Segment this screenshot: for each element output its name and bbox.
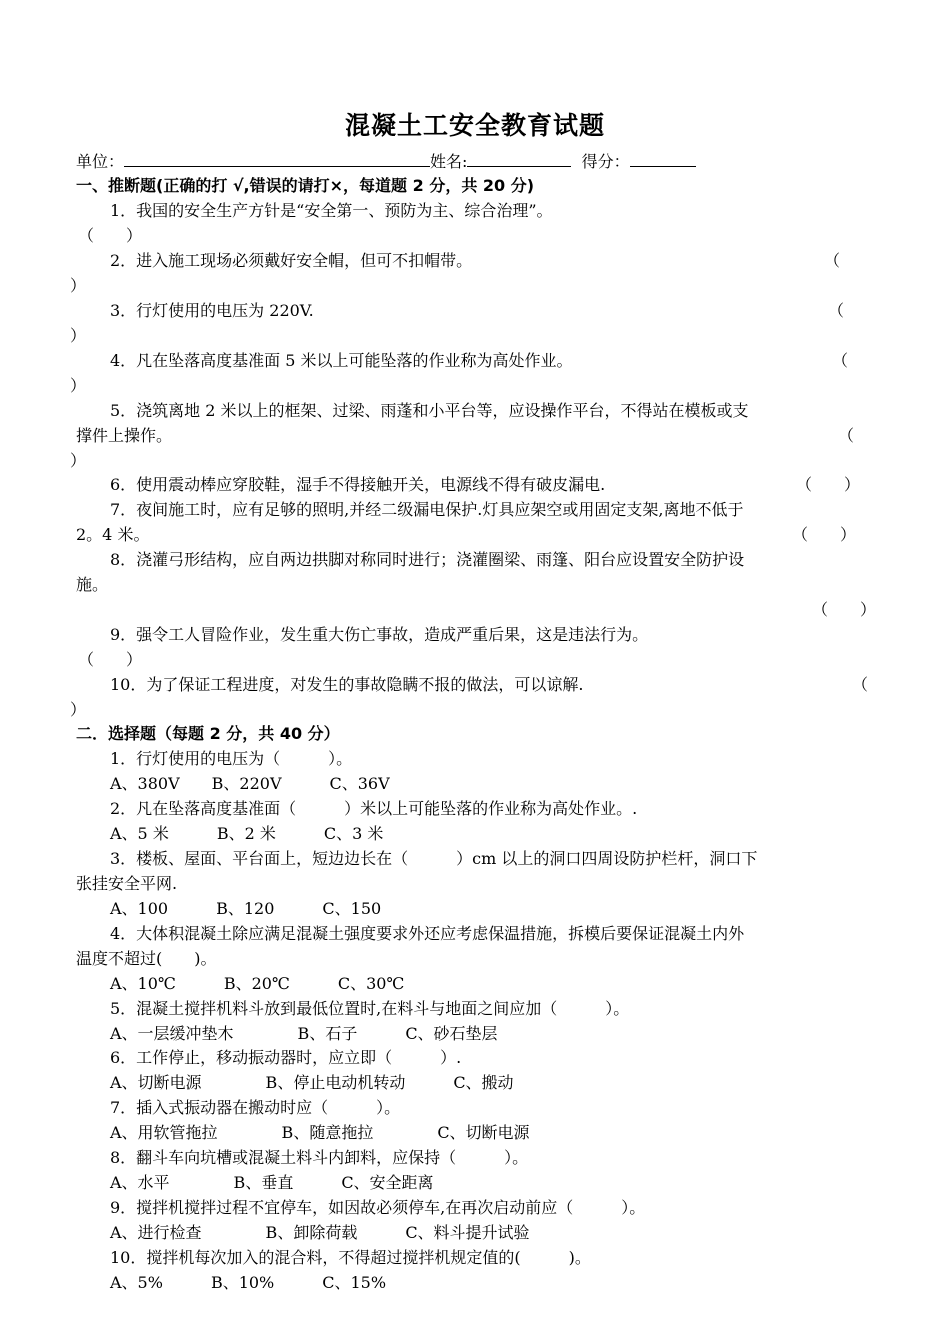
section2-heading: 二．选择题（每题 2 分，共 40 分） <box>76 724 340 743</box>
s2-q10-options: A、5% B、10% C、15% <box>110 1273 387 1292</box>
s2-question-3-line1: 3．楼板、屋面、平台面上，短边边长在（ ）cm 以上的洞口四周设防护栏杆，洞口下 <box>110 849 758 868</box>
s2-q1-options: A、380V B、220V C、36V <box>110 774 390 793</box>
s1-q3-answer-open[interactable]: （ <box>828 301 845 320</box>
s2-q9-options: A、进行检查 B、卸除荷载 C、料斗提升试验 <box>110 1223 530 1242</box>
s1-q3-answer-close: ） <box>70 326 87 345</box>
s2-question-9: 9．搅拌机搅拌过程不宜停车，如因故必须停车,在再次启动前应（ ）。 <box>110 1198 646 1217</box>
score-label: 得分： <box>581 152 630 171</box>
s1-q1-answer[interactable]: （ ） <box>78 226 143 245</box>
s1-q6-answer[interactable]: （ ） <box>796 475 861 494</box>
s2-q4-options: A、10℃ B、20℃ C、30℃ <box>110 974 405 993</box>
s2-q2-options: A、5 米 B、2 米 C、3 米 <box>110 824 384 843</box>
page-title: 混凝土工安全教育试题 <box>344 111 605 140</box>
s1-question-9: 9．强令工人冒险作业，发生重大伤亡事故，造成严重后果，这是违法行为。 <box>110 625 649 644</box>
name-label: 姓名: <box>430 152 468 171</box>
s2-q7-options: A、用软管拖拉 B、随意拖拉 C、切断电源 <box>110 1123 530 1142</box>
s1-question-2: 2．进入施工现场必须戴好安全帽，但可不扣帽带。 <box>110 251 473 270</box>
s1-question-8-line2: 施。 <box>76 575 109 594</box>
s2-question-5: 5．混凝土搅拌机料斗放到最低位置时,在料斗与地面之间应加（ ）。 <box>110 999 630 1018</box>
section1-heading: 一、推断题(正确的打 √,错误的请打×，每道题 2 分，共 20 分) <box>76 176 535 195</box>
score-field[interactable] <box>630 150 696 167</box>
s2-q5-options: A、一层缓冲垫木 B、石子 C、砂石垫层 <box>110 1024 498 1043</box>
s1-question-10: 10．为了保证工程进度，对发生的事故隐瞒不报的做法，可以谅解. <box>110 675 584 694</box>
s1-q10-answer-close: ） <box>70 700 87 719</box>
s1-question-4: 4．凡在坠落高度基准面 5 米以上可能坠落的作业称为高处作业。 <box>110 351 573 370</box>
name-field[interactable] <box>467 150 571 167</box>
s1-q4-answer-open[interactable]: （ <box>832 351 849 370</box>
s2-question-3-line2: 张挂安全平网. <box>76 874 178 893</box>
unit-label: 单位： <box>76 152 125 171</box>
s2-question-7: 7．插入式振动器在搬动时应（ ）。 <box>110 1098 401 1117</box>
s1-q2-answer-open[interactable]: （ <box>824 251 841 270</box>
s1-question-8-line1: 8．浇灌弓形结构，应自两边拱脚对称同时进行；浇灌圈梁、雨篷、阳台应设置安全防护设 <box>110 550 745 569</box>
s1-q5-answer-close: ） <box>70 451 87 470</box>
s1-question-7-line2: 2。4 米。 <box>76 525 150 544</box>
s1-q8-answer[interactable]: （ ） <box>812 600 877 619</box>
s2-question-2: 2．凡在坠落高度基准面（ ）米以上可能坠落的作业称为高处作业。. <box>110 799 638 818</box>
s2-question-1: 1．行灯使用的电压为（ ）。 <box>110 749 353 768</box>
s1-q4-answer-close: ） <box>70 376 87 395</box>
s1-question-7-line1: 7．夜间施工时，应有足够的照明,并经二级漏电保护.灯具应架空或用固定支架,离地不低于 <box>110 500 744 519</box>
s2-question-6: 6．工作停止，移动振动器时，应立即（ ）. <box>110 1048 462 1067</box>
s1-q5-answer-open[interactable]: （ <box>838 426 855 445</box>
s2-question-10: 10．搅拌机每次加入的混合料，不得超过搅拌机规定值的( )。 <box>110 1248 591 1267</box>
s2-question-8: 8．翻斗车向坑槽或混凝土料斗内卸料，应保持（ ）。 <box>110 1148 529 1167</box>
s2-q3-options: A、100 B、120 C、150 <box>110 899 382 918</box>
s2-question-4-line1: 4．大体积混凝土除应满足混凝土强度要求外还应考虑保温措施，拆模后要保证混凝土内外 <box>110 924 745 943</box>
s1-question-3: 3．行灯使用的电压为 220V. <box>110 301 314 320</box>
header-line <box>76 150 696 173</box>
s2-q6-options: A、切断电源 B、停止电动机转动 C、搬动 <box>110 1073 514 1092</box>
unit-field[interactable] <box>124 150 430 167</box>
s1-q10-answer-open[interactable]: （ <box>852 675 869 694</box>
s1-q7-answer[interactable]: （ ） <box>792 525 857 544</box>
s2-q8-options: A、水平 B、垂直 C、安全距离 <box>110 1173 434 1192</box>
s1-q2-answer-close: ） <box>70 276 87 295</box>
s1-question-5-line1: 5．浇筑离地 2 米以上的框架、过梁、雨蓬和小平台等，应设操作平台，不得站在模板或支 <box>110 401 749 420</box>
s1-question-6: 6．使用震动棒应穿胶鞋，湿手不得接触开关，电源线不得有破皮漏电. <box>110 475 606 494</box>
s1-question-5-line2: 撑件上操作。 <box>76 426 173 445</box>
s1-question-1: 1．我国的安全生产方针是“安全第一、预防为主、综合治理”。 <box>110 201 553 220</box>
s1-q9-answer[interactable]: （ ） <box>78 650 143 669</box>
s2-question-4-line2: 温度不超过( )。 <box>76 949 217 968</box>
